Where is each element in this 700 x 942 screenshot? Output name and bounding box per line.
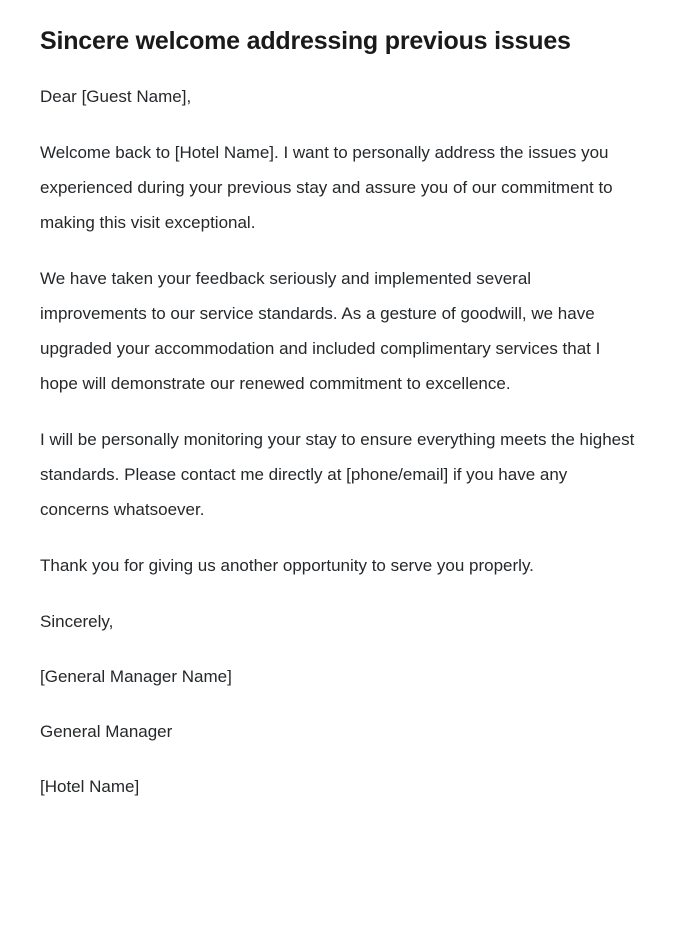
signature-block [40, 604, 660, 804]
closing-line: Sincerely, [40, 612, 114, 632]
signer-name: [General Manager Name] [40, 667, 232, 687]
salutation-paragraph: Dear [Guest Name], [40, 87, 192, 107]
page-title: Sincere welcome addressing previous issues [40, 27, 571, 55]
body-paragraph-3: I will be personally monitoring your stay to ensure everything meets the highest standards. Please contact me directly at [phone/email] if you have any concerns whatsoever. [40, 430, 635, 520]
body-paragraph-4: Thank you for giving us another opportunity to serve you properly. [40, 556, 534, 576]
body-paragraph-1: Welcome back to [Hotel Name]. I want to personally address the issues you experienced during your previous stay and assure you of our commitment to making this visit exceptional. [40, 143, 613, 233]
signer-organization: [Hotel Name] [40, 777, 140, 797]
body-paragraph-2: We have taken your feedback seriously and implemented several improvements to our service standards. As a gesture of goodwill, we have upgraded your accommodation and included complimentary services that I hope will demonstrate our renewed commitment to excellence. [40, 269, 601, 394]
signer-title: General Manager [40, 722, 173, 742]
